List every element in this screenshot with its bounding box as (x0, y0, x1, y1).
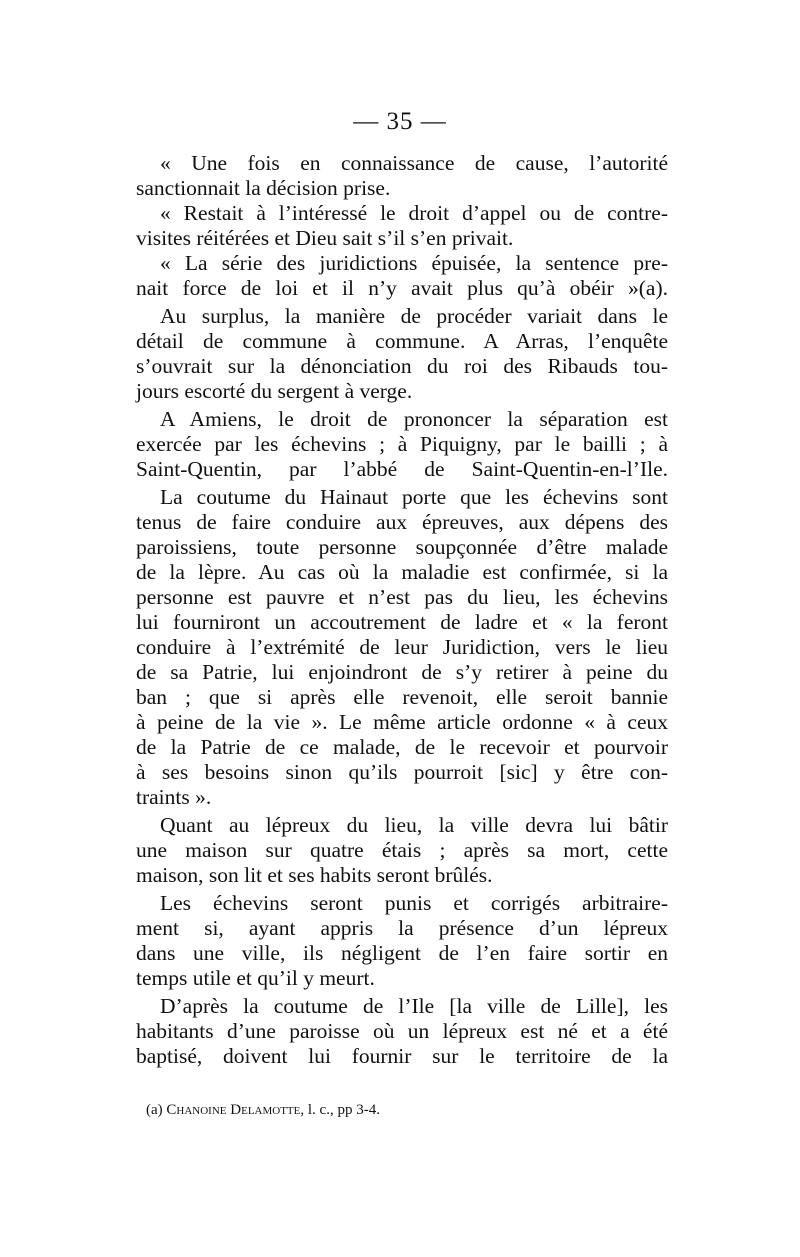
text-line: visites réitérées et Dieu sait s’il s’en privait. (136, 226, 514, 250)
text-line: La coutume du Hainaut porte que les échevins sont (160, 485, 668, 509)
text-line: « Restait à l’intéressé le droit d’appel ou de contre- (160, 201, 668, 225)
text-line: exercée par les échevins ; à Piquigny, par le bailli ; à (136, 432, 668, 456)
text-line: traints ». (136, 785, 212, 809)
text-line: baptisé, doivent lui fournir sur le territoire de la (136, 1044, 668, 1068)
text-line: dans une ville, ils négligent de l’en faire sortir en (136, 941, 668, 965)
text-line: Au surplus, la manière de procéder variait dans le (160, 304, 668, 328)
body-text (136, 151, 668, 1069)
text-line: maison, son lit et ses habits seront brûlés. (136, 863, 493, 887)
text-line: jours escorté du sergent à verge. (136, 379, 413, 403)
footnote-marker: (a) (146, 1102, 163, 1118)
text-line: Quant au lépreux du lieu, la ville devra lui bâtir (160, 813, 668, 837)
footnote (146, 1102, 380, 1119)
text-line: nait force de loi et il n’y avait plus qu’à obéir »(a). (136, 276, 668, 300)
text-line: personne est pauvre et n’est pas du lieu, les échevins (136, 585, 668, 609)
text-line: sanctionnait la décision prise. (136, 176, 391, 200)
text-line: A Amiens, le droit de prononcer la séparation est (160, 407, 668, 431)
text-line: à peine de la vie ». Le même article ordonne « à ceux (136, 710, 668, 734)
text-line: conduire à l’extrémité de leur Juridiction, vers le lieu (136, 635, 668, 659)
text-line: D’après la coutume de l’Ile [la ville de Lille], les (160, 994, 668, 1018)
text-line: s’ouvrait sur la dénonciation du roi des Ribauds tou- (136, 354, 668, 378)
text-line: ment si, ayant appris la présence d’un lépreux (136, 916, 668, 940)
text-line: à ses besoins sinon qu’ils pourroit [sic] y être con- (136, 760, 668, 784)
text-line: Saint-Quentin, par l’abbé de Saint-Quentin-en-l’Ile. (136, 457, 668, 481)
text-line: ban ; que si après elle revenoit, elle seroit bannie (136, 685, 668, 709)
text-line: temps utile et qu’il y meurt. (136, 966, 375, 990)
text-line: Les échevins seront punis et corrigés arbitraire- (160, 891, 668, 915)
text-line: paroissiens, toute personne soupçonnée d’être malade (136, 535, 668, 559)
text-line: de la Patrie de ce malade, de le recevoir et pourvoir (136, 735, 668, 759)
page-number: — 35 — (353, 108, 447, 135)
text-line: « Une fois en connaissance de cause, l’autorité (160, 151, 668, 175)
footnote-author: Chanoine Delamotte, (166, 1102, 305, 1118)
text-line: de sa Patrie, lui enjoindront de s’y retirer à peine du (136, 660, 668, 684)
text-line: une maison sur quatre étais ; après sa mort, cette (136, 838, 668, 862)
text-line: tenus de faire conduire aux épreuves, aux dépens des (136, 510, 668, 534)
text-line: lui fourniront un accoutrement de ladre et « la feront (136, 610, 668, 634)
text-line: habitants d’une paroisse où un lépreux est né et a été (136, 1019, 668, 1043)
footnote-reference: l. c., pp 3-4. (307, 1102, 380, 1118)
text-line: détail de commune à commune. A Arras, l’enquête (136, 329, 668, 353)
text-line: de la lèpre. Au cas où la maladie est confirmée, si la (136, 560, 668, 584)
text-line: « La série des juridictions épuisée, la sentence pre- (160, 251, 668, 275)
